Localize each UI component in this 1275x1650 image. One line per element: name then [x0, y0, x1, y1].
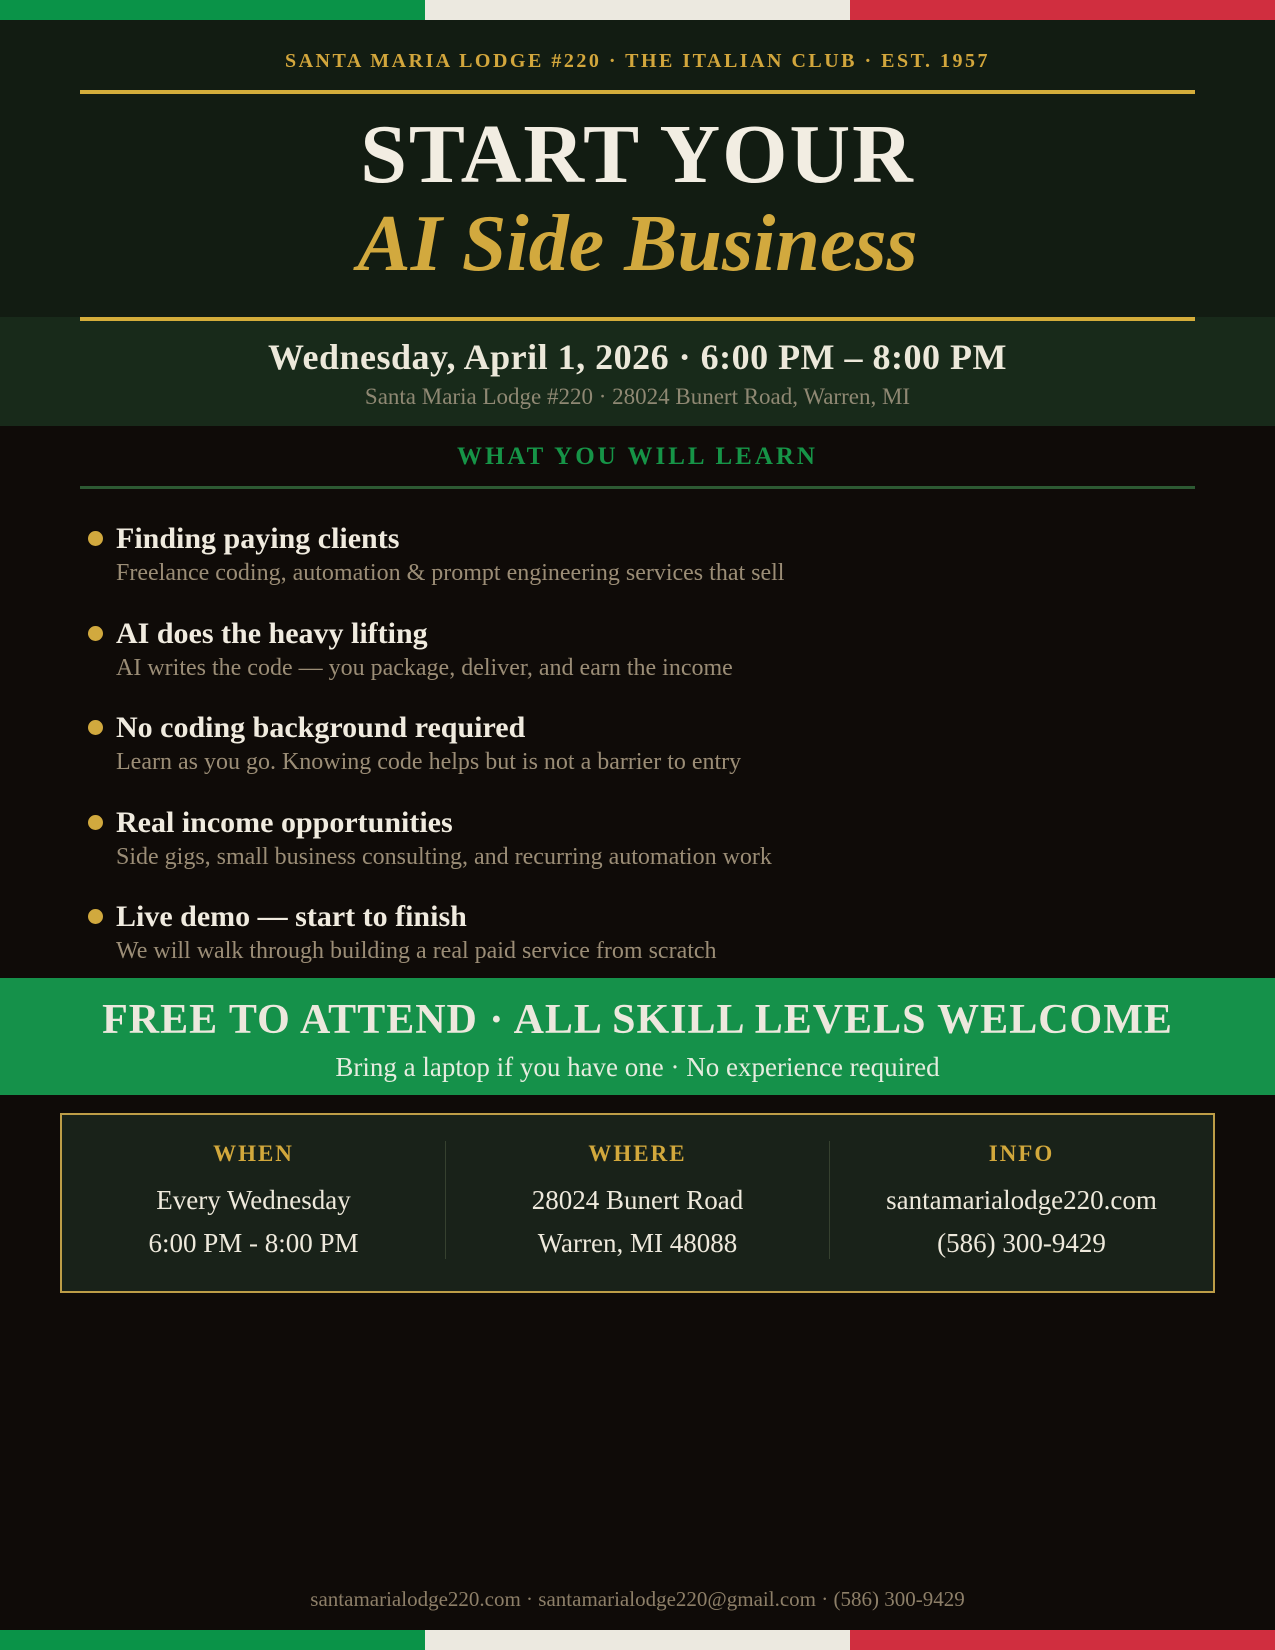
list-item-title: Finding paying clients — [116, 522, 400, 555]
bullet-dot-icon — [88, 626, 103, 641]
list-item-title: No coding background required — [116, 711, 526, 745]
flag-green-band — [0, 1630, 425, 1650]
italian-flag-stripe-bottom — [0, 1630, 1275, 1650]
section-heading: WHAT YOU WILL LEARN — [456, 443, 818, 470]
flag-red-band — [850, 1630, 1275, 1650]
list-item-title-row — [88, 617, 1195, 650]
list-item — [88, 806, 1195, 872]
list-item-title-row — [88, 522, 1195, 555]
flag-white-band — [425, 1630, 850, 1650]
details-box — [60, 1113, 1215, 1293]
list-item-description: Freelance coding, automation & prompt engineering services that sell — [116, 560, 785, 586]
details-column-info — [829, 1141, 1213, 1259]
column-value: 28024 Bunert Road — [531, 1185, 744, 1215]
list-item-description: We will walk through building a real paid service from scratch — [116, 938, 717, 965]
list-item-description: Side gigs, small business consulting, and recurring automation work — [116, 843, 772, 870]
list-item-title-row — [88, 806, 1195, 839]
italian-flag-stripe-top — [0, 0, 1275, 20]
page-title-line2: AI Side Business — [357, 199, 918, 288]
header-section — [0, 20, 1275, 317]
column-value: Warren, MI 48088 — [537, 1228, 738, 1258]
column-heading: WHERE — [588, 1141, 687, 1166]
banner-headline: FREE TO ATTEND · ALL SKILL LEVELS WELCOME — [102, 997, 1173, 1043]
event-location: Santa Maria Lodge #220 · 28024 Bunert Road, Warren, MI — [364, 384, 911, 409]
details-column-when — [62, 1141, 445, 1259]
page-title-line1: START YOUR — [360, 108, 915, 201]
list-item — [88, 900, 1195, 966]
event-date-bar — [0, 317, 1275, 426]
free-to-attend-banner — [0, 978, 1275, 1095]
banner-subtext: Bring a laptop if you have one · No experience required — [335, 1052, 940, 1082]
column-value: (586) 300-9429 — [937, 1228, 1106, 1258]
list-item-title: Real income opportunities — [116, 805, 453, 839]
bottom-section — [0, 1095, 1275, 1630]
flag-white-band — [425, 0, 850, 20]
event-datetime: Wednesday, April 1, 2026 · 6:00 PM – 8:00 PM — [268, 337, 1007, 377]
learn-list — [88, 522, 1195, 966]
column-value: 6:00 PM - 8:00 PM — [148, 1228, 359, 1258]
flag-green-band — [0, 0, 425, 20]
list-item-title: Live demo — start to finish — [116, 900, 467, 934]
column-heading: WHEN — [213, 1141, 294, 1166]
list-item-title-row — [88, 711, 1195, 744]
bullet-dot-icon — [88, 531, 103, 546]
list-item-description: AI writes the code — you package, deliver, and earn the income — [116, 654, 733, 681]
bullet-dot-icon — [88, 909, 103, 924]
column-heading: INFO — [988, 1141, 1055, 1166]
green-divider — [80, 486, 1195, 489]
list-item — [88, 711, 1195, 777]
what-you-will-learn-section — [0, 426, 1275, 978]
list-item — [88, 522, 1195, 588]
footer-contact-line: santamarialodge220.com · santamarialodge220@gmail.com · (586) 300-9429 — [310, 1587, 965, 1611]
bullet-dot-icon — [88, 720, 103, 735]
list-item-title-row — [88, 900, 1195, 933]
list-item-description: Learn as you go. Knowing code helps but is not a barrier to entry — [116, 749, 742, 776]
column-value: santamarialodge220.com — [886, 1185, 1157, 1215]
column-value: Every Wednesday — [156, 1185, 351, 1215]
list-item-title: AI does the heavy lifting — [116, 616, 428, 650]
lodge-name-line: SANTA MARIA LODGE #220 · THE ITALIAN CLUB · EST. 1957 — [284, 50, 991, 72]
details-column-where — [445, 1141, 829, 1259]
list-item — [88, 617, 1195, 683]
bullet-dot-icon — [88, 815, 103, 830]
gold-divider-top — [80, 90, 1195, 94]
flag-red-band — [850, 0, 1275, 20]
